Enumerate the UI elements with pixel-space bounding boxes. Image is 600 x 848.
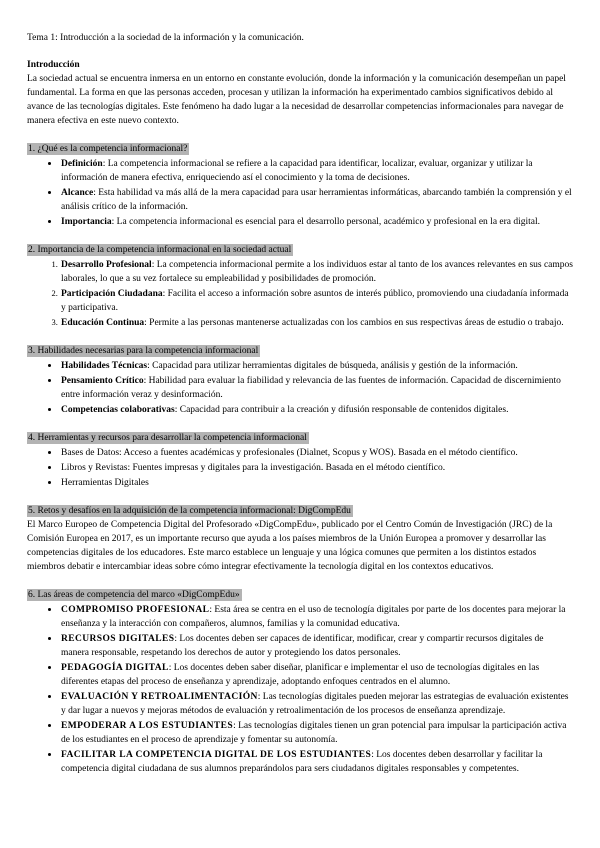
- section-6: [27, 588, 573, 776]
- list-item: [60, 445, 573, 460]
- item-text: : La competencia informacional permite a los individuos estar al tanto de los avances relevantes en sus campos laborales, lo que a su vez fortalece su empleabilidad y posibilidades de promoción.: [61, 260, 573, 284]
- section-heading-line: [27, 588, 573, 602]
- section-5: [27, 504, 573, 574]
- bullet-list: [27, 156, 573, 229]
- section-heading: 2. Importancia de la competencia informacional en la sociedad actual: [28, 245, 292, 255]
- item-text: : La competencia informacional es esencial para el desarrollo personal, académico y profesional en la era digital.: [111, 217, 541, 227]
- section-heading: 5. Retos y desafíos en la adquisición de la competencia informacional: DigCompEdu: [28, 506, 351, 516]
- item-lead: Importancia: [61, 217, 112, 227]
- item-lead: FACILITAR LA COMPETENCIA DIGITAL DE LOS ESTUDIANTES: [61, 750, 372, 760]
- item-text: : Capacidad para contribuir a la creación y difusión responsable de contenidos digitales.: [174, 405, 509, 415]
- list-item: [60, 214, 573, 229]
- section-heading-line: [27, 431, 573, 445]
- item-text: : Facilita el acceso a información sobre asuntos de interés público, promoviendo una ciudadanía informada y participativa.: [61, 289, 569, 313]
- list-item: [60, 689, 573, 718]
- item-lead: EVALUACIÓN Y RETROALIMENTACIÓN: [61, 692, 258, 702]
- bullet-list: [27, 602, 573, 776]
- item-text: : Las tecnologías digitales tienen un gran potencial para impulsar la participación activa de los estudiantes en el proceso de aprendizaje y fomentar su autonomía.: [61, 721, 567, 745]
- item-lead: Definición: [61, 159, 103, 169]
- intro-paragraph: La sociedad actual se encuentra inmersa en un entorno en constante evolución, donde la información y la comunicación desempeñan un papel fundamental. La forma en que las personas acceden, procesan y utilizan la información ha experimentado cambios significativos debido al avance de las tecnologías digitales. Este fenómeno ha dado lugar a la necesidad de desarrollar competencias informacionales para navegar de manera efectiva en este nuevo contexto.: [27, 74, 566, 126]
- section-1: [27, 142, 573, 229]
- item-lead: Participación Ciudadana: [61, 289, 163, 299]
- item-lead: Educación Continua: [61, 318, 145, 328]
- section-heading: 3. Habilidades necesarias para la competencia informacional: [28, 346, 259, 356]
- list-item: [60, 358, 573, 373]
- list-item: [60, 402, 573, 417]
- item-lead: PEDAGOGÍA DIGITAL: [61, 663, 169, 673]
- item-text: : Esta habilidad va más allá de la mera capacidad para usar herramientas informáticas, abarcando también la comprensión y el análisis crítico de la información.: [61, 188, 572, 212]
- item-text: Herramientas Digitales: [61, 478, 149, 488]
- list-item: [60, 475, 573, 490]
- item-text: Bases de Datos: Acceso a fuentes académicas y profesionales (Dialnet, Scopus y WOS). Basada en el método científico.: [61, 448, 518, 458]
- item-text: : Los docentes deben saber diseñar, planificar e implementar el uso de tecnologías digitales en las diferentes etapas del proceso de enseñanza y aprendizaje, adoptando enfoques centrados en el alumno.: [61, 663, 540, 687]
- item-text: : Las tecnologías digitales pueden mejorar las estrategias de evaluación existentes y dar lugar a nuevos y mejoras métodos de evaluación y retroalimentación de los procesos de enseñanza aprendizaje.: [61, 692, 569, 716]
- list-item: [60, 460, 573, 475]
- section-3: [27, 344, 573, 417]
- section-heading-line: [27, 243, 573, 257]
- list-item: [60, 660, 573, 689]
- section-heading-line: [27, 344, 573, 358]
- item-lead: Pensamiento Crítico: [61, 376, 144, 386]
- section-2: [27, 243, 573, 330]
- list-item: [60, 602, 573, 631]
- item-lead: EMPODERAR A LOS ESTUDIANTES: [61, 721, 234, 731]
- list-item: [60, 257, 573, 286]
- section-heading-line: [27, 504, 573, 518]
- item-text: : Permite a las personas mantenerse actualizadas con los cambios en sus respectivas áreas de estudio o trabajo.: [144, 318, 564, 328]
- section-heading: 6. Las áreas de competencia del marco «DigCompEdu»: [28, 590, 240, 600]
- numbered-list: [27, 257, 573, 330]
- item-text: : Capacidad para utilizar herramientas digitales de búsqueda, análisis y gestión de la información.: [147, 361, 518, 371]
- item-lead: COMPROMISO PROFESIONAL: [61, 605, 210, 615]
- bullet-list: [27, 358, 573, 417]
- item-lead: RECURSOS DIGITALES: [61, 634, 175, 644]
- bullet-list: [27, 445, 573, 490]
- item-lead: Competencias colaborativas: [61, 405, 175, 415]
- list-item: [60, 718, 573, 747]
- intro-heading: Introducción: [27, 60, 80, 70]
- section-heading-line: [27, 142, 573, 156]
- list-item: [60, 373, 573, 402]
- item-lead: Alcance: [61, 188, 94, 198]
- list-item: [60, 747, 573, 776]
- intro-section: [27, 58, 573, 128]
- section-paragraph: El Marco Europeo de Competencia Digital del Profesorado «DigCompEdu», publicado por el Centro Común de Investigación (JRC) de la Comisión Europea en 2017, es un importante recurso que ayuda a los países miembros de la Unión Europea a promover y desarrollar las competencias digitales de los educadores. Este marco establece un lenguaje y una lógica comunes que permiten a los distintos estados miembros debatir e intercambiar ideas sobre cómo integrar efectivamente la tecnología digital en los contextos educativos.: [27, 520, 553, 572]
- item-text: Libros y Revistas: Fuentes impresas y digitales para la investigación. Basada en el método científico.: [61, 463, 446, 473]
- list-item: [60, 156, 573, 185]
- item-text: : Habilidad para evaluar la fiabilidad y relevancia de las fuentes de información. Capacidad de discernimiento entre información veraz y desinformación.: [61, 376, 561, 400]
- item-lead: Habilidades Técnicas: [61, 361, 148, 371]
- item-text: : Esta área se centra en el uso de tecnología digitales por parte de los docentes para mejorar la enseñanza y la interacción con compañeros, alumnos, familias y la comunidad educativa.: [61, 605, 566, 629]
- section-heading: 1. ¿Qué es la competencia informacional?: [28, 144, 188, 154]
- list-item: [60, 286, 573, 315]
- item-text: : Los docentes deben desarrollar y facilitar la competencia digital ciudadana de sus alumnos preparándolos para sers ciudadanos digitales responsables y competentes.: [61, 750, 543, 774]
- list-item: [60, 631, 573, 660]
- section-4: [27, 431, 573, 490]
- document-title: Tema 1: Introducción a la sociedad de la información y la comunicación.: [27, 33, 304, 43]
- list-item: [60, 315, 573, 330]
- item-text: : Los docentes deben ser capaces de identificar, modificar, crear y compartir recursos digitales de manera responsable, respetando los derechos de autor y protegiendo los datos personales.: [61, 634, 544, 658]
- list-item: [60, 185, 573, 214]
- sections-container: [27, 142, 573, 776]
- item-lead: Desarrollo Profesional: [61, 260, 152, 270]
- item-text: : La competencia informacional se refiere a la capacidad para identificar, localizar, evaluar, organizar y utilizar la información de manera efectiva, enriqueciendo así el conocimiento y la toma de decisiones.: [61, 159, 533, 183]
- section-heading: 4. Herramientas y recursos para desarrollar la competencia informacional: [28, 433, 307, 443]
